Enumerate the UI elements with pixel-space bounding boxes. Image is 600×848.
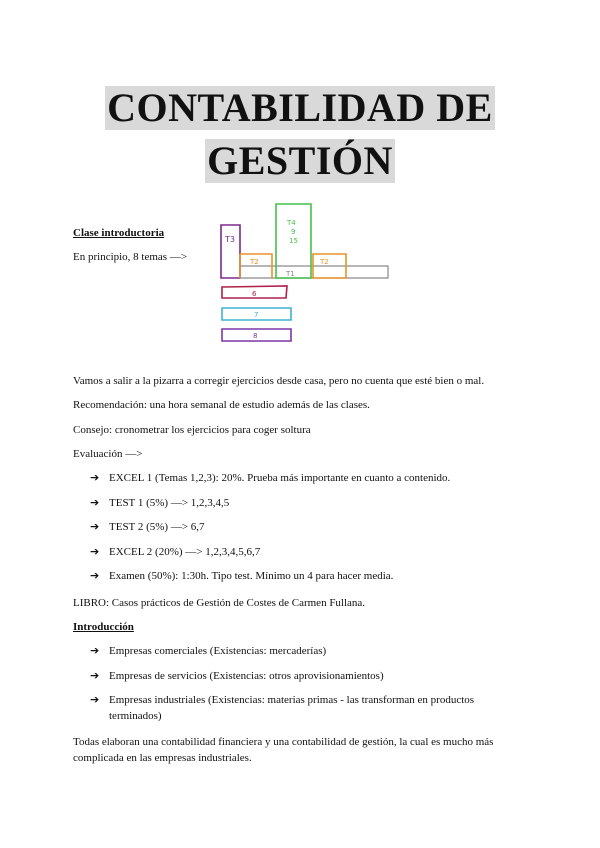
label-t1: T1 — [286, 270, 295, 278]
label-t4-9: 9 — [291, 228, 296, 236]
intro-text: En principio, 8 temas —> — [73, 251, 188, 263]
evaluation-item — [90, 470, 500, 486]
label-7: 7 — [254, 311, 259, 319]
label-8: 8 — [253, 332, 258, 340]
arrow-bullet-icon: ➔ — [90, 471, 100, 484]
company-type-item — [90, 692, 500, 724]
paragraph-evaluacion: Evaluación —> — [73, 448, 143, 460]
evaluation-item-text: TEST 2 (5%) —> 6,7 — [109, 521, 205, 533]
paragraph-libro: LIBRO: Casos prácticos de Gestión de Costes de Carmen Fullana. — [73, 597, 366, 609]
label-t3: T3 — [225, 235, 235, 244]
arrow-bullet-icon: ➔ — [90, 496, 100, 509]
label-t2-left: T2 — [250, 258, 259, 266]
label-t4-15: 15 — [289, 237, 298, 245]
label-t4: T4 — [287, 219, 296, 227]
evaluation-item — [90, 519, 500, 535]
evaluation-item-text: EXCEL 1 (Temas 1,2,3): 20%. Prueba más importante en cuanto a contenido. — [109, 472, 451, 484]
evaluation-item-text: EXCEL 2 (20%) —> 1,2,3,4,5,6,7 — [109, 546, 261, 558]
label-6: 6 — [252, 290, 257, 298]
paragraph-consejo: Consejo: cronometrar los ejercicios para coger soltura — [73, 424, 311, 436]
heading-clase-introductoria: Clase introductoria — [73, 227, 165, 239]
label-t2-right: T2 — [320, 258, 329, 266]
paragraph-closing: Todas elaboran una contabilidad financiera y una contabilidad de gestión, la cual es mucho más complicada en las empresas industriales. — [73, 736, 494, 764]
arrow-bullet-icon: ➔ — [90, 669, 100, 682]
company-type-text: Empresas comerciales (Existencias: mercaderías) — [109, 645, 327, 657]
company-type-text: Empresas de servicios (Existencias: otros aprovisionamientos) — [109, 670, 384, 682]
bar-t1 — [240, 266, 388, 278]
arrow-bullet-icon: ➔ — [90, 545, 100, 558]
company-type-item — [90, 643, 500, 659]
arrow-bullet-icon: ➔ — [90, 569, 100, 582]
evaluation-item — [90, 568, 500, 584]
company-type-text: Empresas industriales (Existencias: materias primas - las transforman en productos terminados) — [109, 694, 475, 722]
paragraph-recomendacion: Recomendación: una hora semanal de estudio además de las clases. — [73, 399, 370, 411]
arrow-bullet-icon: ➔ — [90, 693, 100, 706]
evaluation-item-text: Examen (50%): 1:30h. Tipo test. Mínimo un 4 para hacer media. — [109, 570, 394, 582]
arrow-bullet-icon: ➔ — [90, 520, 100, 533]
evaluation-item — [90, 495, 500, 511]
heading-introduccion: Introducción — [73, 621, 134, 633]
evaluation-item — [90, 544, 500, 560]
arrow-bullet-icon: ➔ — [90, 644, 100, 657]
paragraph-pizarra: Vamos a salir a la pizarra a corregir ejercicios desde casa, pero no cuenta que esté bien o mal. — [73, 375, 485, 387]
evaluation-item-text: TEST 1 (5%) —> 1,2,3,4,5 — [109, 497, 230, 509]
title-line-2: GESTIÓN — [207, 138, 393, 183]
bar-t3 — [221, 225, 240, 278]
title-line-1: CONTABILIDAD DE — [107, 85, 493, 130]
company-type-item — [90, 668, 500, 684]
